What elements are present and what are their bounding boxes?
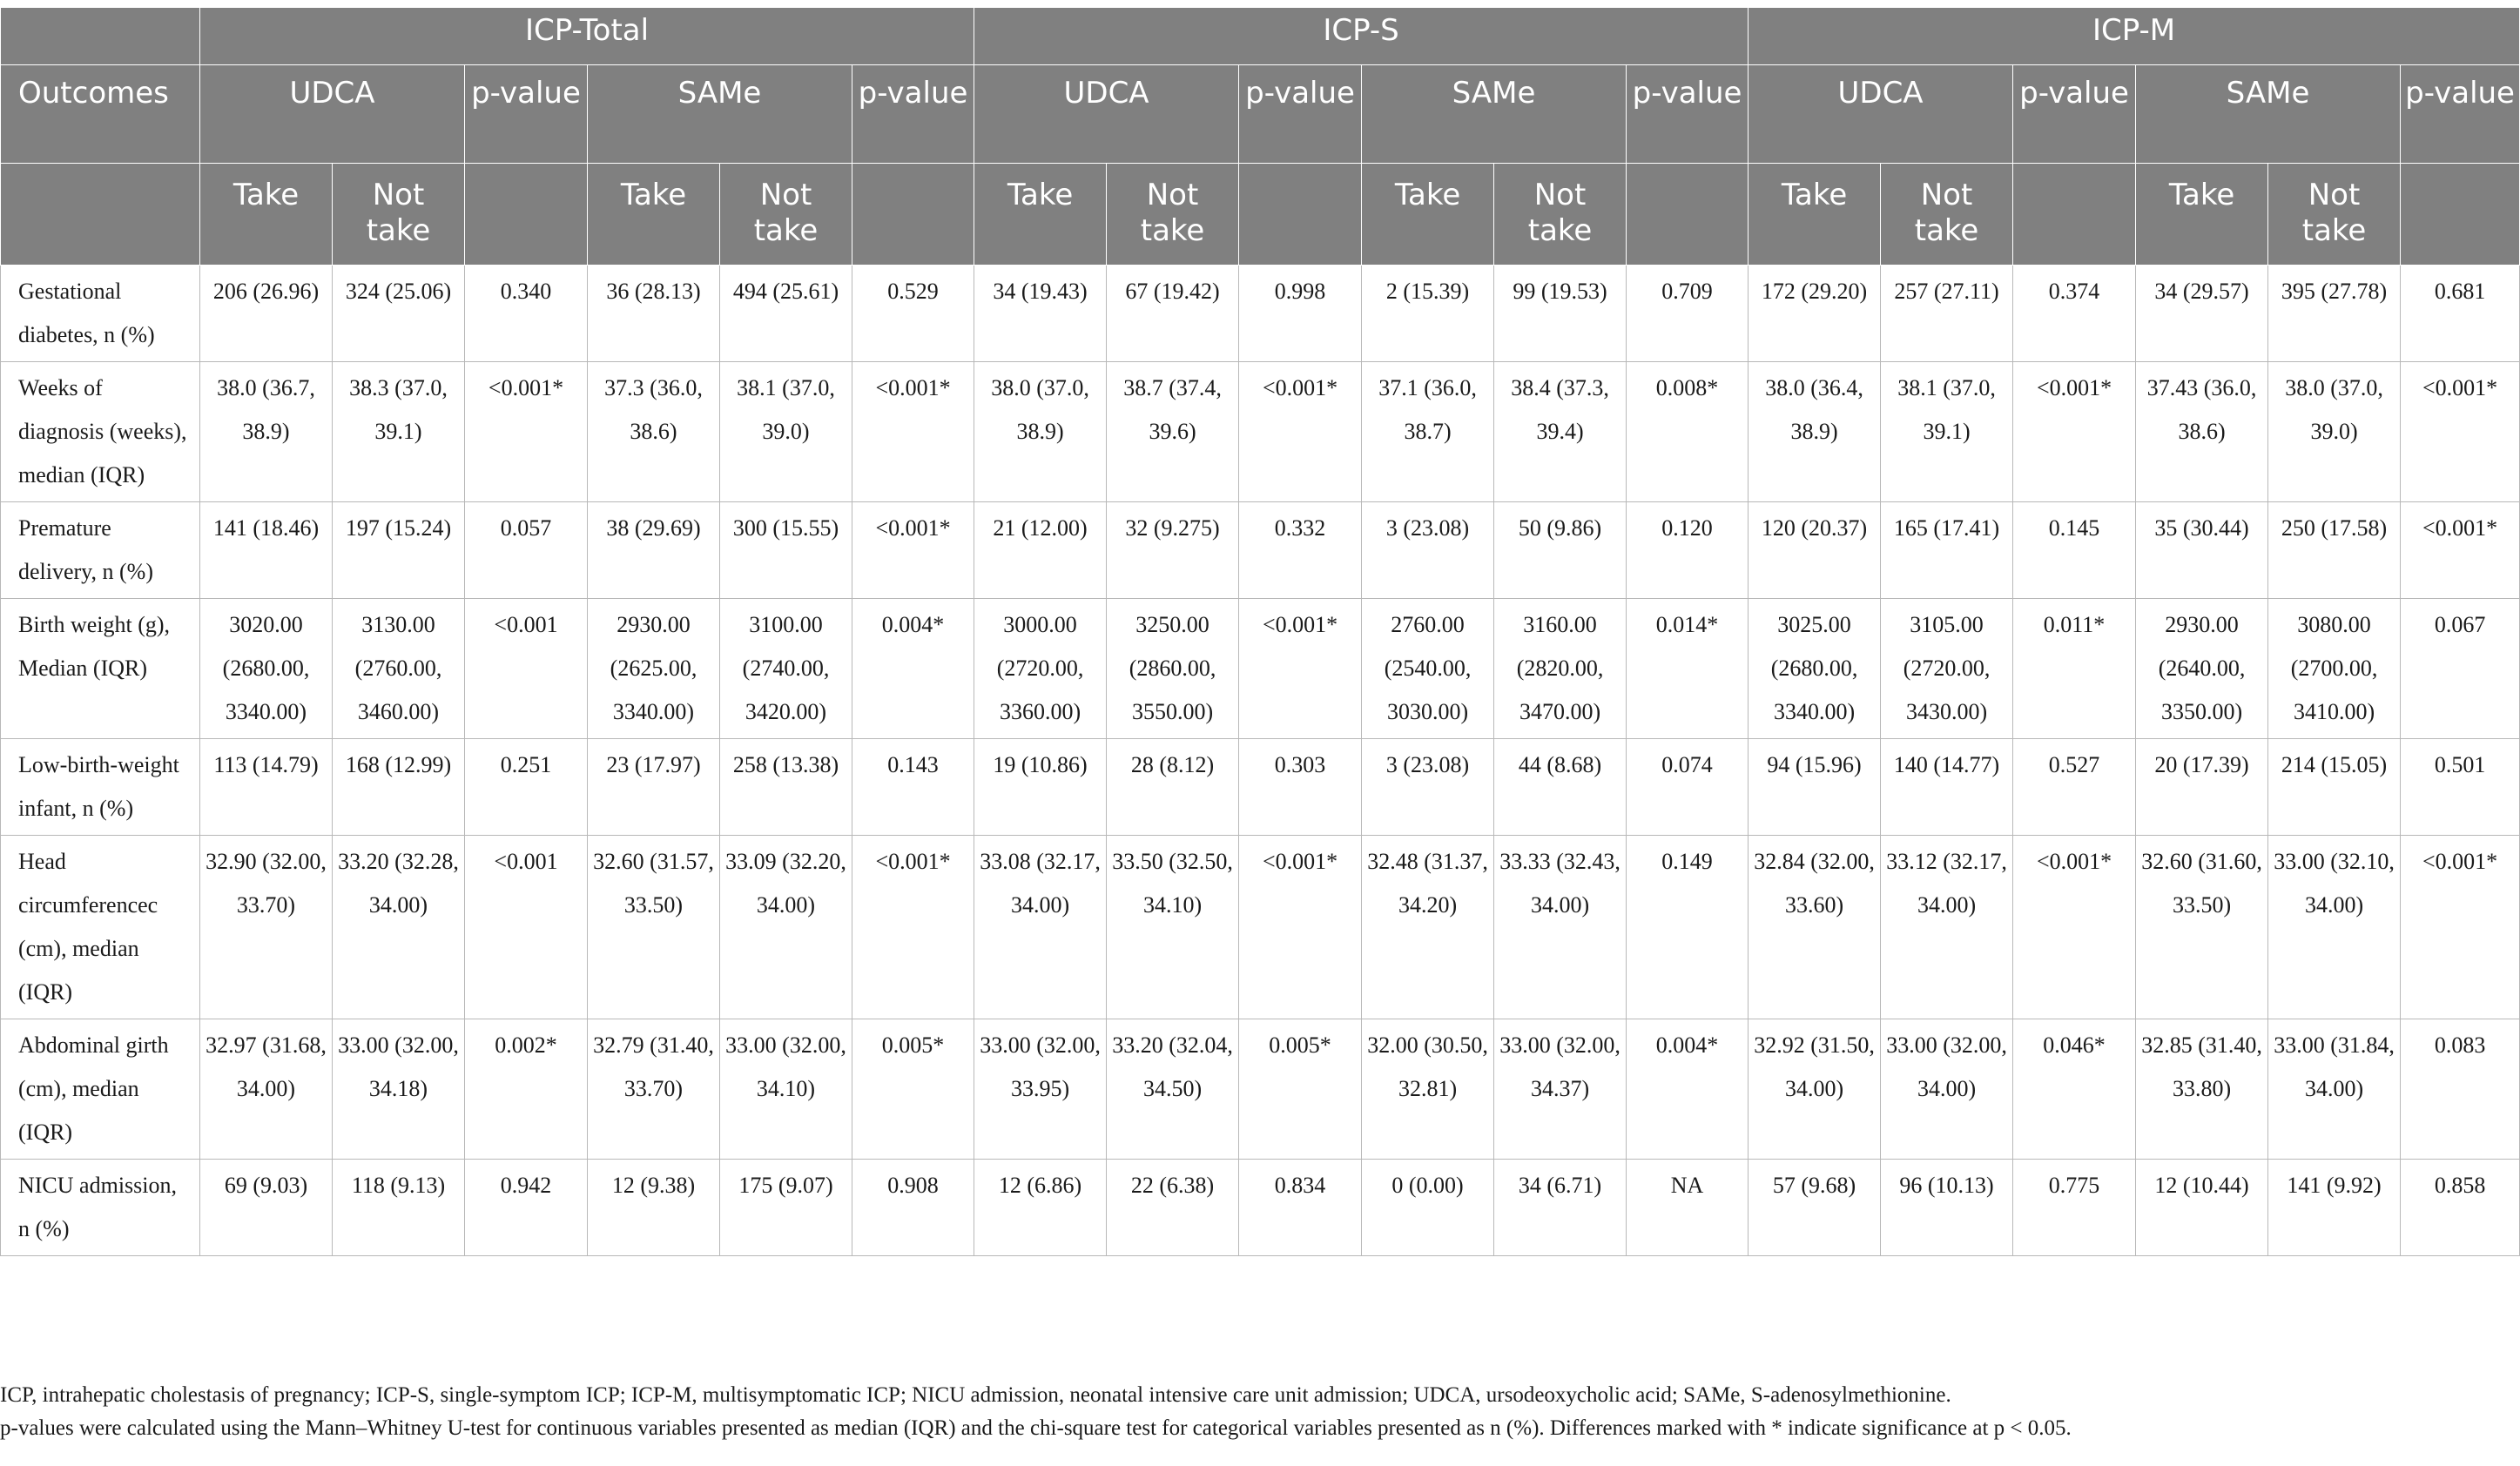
value-cell: 300 (15.55) [720, 502, 852, 599]
outcome-label: Abdominal girth (cm), median (IQR) [1, 1019, 200, 1160]
p-value-cell: 0.145 [2013, 502, 2136, 599]
p-value-cell: 0.709 [1627, 266, 1749, 362]
value-cell: 172 (29.20) [1749, 266, 1881, 362]
value-cell: 206 (26.96) [200, 266, 333, 362]
value-cell: 141 (9.92) [2268, 1160, 2401, 1256]
value-cell: 34 (6.71) [1494, 1160, 1627, 1256]
p-value-cell: NA [1627, 1160, 1749, 1256]
p-value-cell: 0.067 [2401, 599, 2520, 739]
outcomes-header: Outcomes [1, 65, 200, 164]
value-cell: 2930.00 (2625.00, 3340.00) [588, 599, 720, 739]
take-header: Take [588, 164, 720, 266]
header-blank [1, 164, 200, 266]
value-cell: 38.0 (37.0, 38.9) [974, 362, 1107, 502]
value-cell: 69 (9.03) [200, 1160, 333, 1256]
value-cell: 3025.00 (2680.00, 3340.00) [1749, 599, 1881, 739]
value-cell: 32.60 (31.60, 33.50) [2136, 836, 2268, 1019]
p-value-header: p-value [2401, 65, 2520, 164]
not-take-header: Not take [720, 164, 852, 266]
p-value-cell: 0.014* [1627, 599, 1749, 739]
value-cell: 21 (12.00) [974, 502, 1107, 599]
header-blank [1, 8, 200, 65]
value-cell: 34 (29.57) [2136, 266, 2268, 362]
value-cell: 250 (17.58) [2268, 502, 2401, 599]
value-cell: 32.84 (32.00, 33.60) [1749, 836, 1881, 1019]
value-cell: 494 (25.61) [720, 266, 852, 362]
table-row [1, 1160, 2520, 1256]
value-cell: 44 (8.68) [1494, 739, 1627, 836]
value-cell: 258 (13.38) [720, 739, 852, 836]
p-value-cell: 0.149 [1627, 836, 1749, 1019]
footnote-statistics: p-values were calculated using the Mann–Whitney U-test for continuous variables presented as median (IQR) and the chi-square test for categorical variables presented as n (%). Differences marked with * indicate significance at p < 0.05. [0, 1416, 2072, 1440]
p-value-cell: 0.002* [465, 1019, 588, 1160]
p-value-cell: 0.681 [2401, 266, 2520, 362]
p-value-cell: <0.001 [465, 599, 588, 739]
p-value-cell: 0.374 [2013, 266, 2136, 362]
value-cell: 3020.00 (2680.00, 3340.00) [200, 599, 333, 739]
value-cell: 3 (23.08) [1362, 502, 1494, 599]
value-cell: 168 (12.99) [333, 739, 465, 836]
outcome-label: Head circumferencec (cm), median (IQR) [1, 836, 200, 1019]
p-value-cell: 0.908 [852, 1160, 974, 1256]
p-value-cell: 0.074 [1627, 739, 1749, 836]
p-value-cell: 0.046* [2013, 1019, 2136, 1160]
table-footnotes [0, 1379, 2508, 1445]
value-cell: 32 (9.275) [1107, 502, 1239, 599]
p-value-cell: 0.340 [465, 266, 588, 362]
p-value-header: p-value [465, 65, 588, 164]
value-cell: 38.7 (37.4, 39.6) [1107, 362, 1239, 502]
take-header: Take [1749, 164, 1881, 266]
value-cell: 32.48 (31.37, 34.20) [1362, 836, 1494, 1019]
p-value-cell: 0.775 [2013, 1160, 2136, 1256]
p-value-cell: 0.834 [1239, 1160, 1362, 1256]
value-cell: 140 (14.77) [1881, 739, 2013, 836]
outcome-label: Low-birth-weight infant, n (%) [1, 739, 200, 836]
header-row-take [1, 164, 2520, 266]
p-value-header: p-value [1627, 65, 1749, 164]
table-row [1, 599, 2520, 739]
value-cell: 120 (20.37) [1749, 502, 1881, 599]
p-value-cell: 0.332 [1239, 502, 1362, 599]
value-cell: 36 (28.13) [588, 266, 720, 362]
outcome-label: Premature delivery, n (%) [1, 502, 200, 599]
p-value-cell: 0.303 [1239, 739, 1362, 836]
p-value-cell: 0.008* [1627, 362, 1749, 502]
value-cell: 0 (0.00) [1362, 1160, 1494, 1256]
value-cell: 33.00 (32.00, 34.10) [720, 1019, 852, 1160]
value-cell: 3100.00 (2740.00, 3420.00) [720, 599, 852, 739]
value-cell: 257 (27.11) [1881, 266, 2013, 362]
p-value-cell: 0.120 [1627, 502, 1749, 599]
p-value-cell: <0.001* [852, 502, 974, 599]
header-blank [1239, 164, 1362, 266]
value-cell: 3160.00 (2820.00, 3470.00) [1494, 599, 1627, 739]
value-cell: 113 (14.79) [200, 739, 333, 836]
p-value-cell: 0.083 [2401, 1019, 2520, 1160]
value-cell: 12 (9.38) [588, 1160, 720, 1256]
header-row-groups [1, 8, 2520, 65]
value-cell: 214 (15.05) [2268, 739, 2401, 836]
value-cell: 38.3 (37.0, 39.1) [333, 362, 465, 502]
value-cell: 32.79 (31.40, 33.70) [588, 1019, 720, 1160]
value-cell: 33.00 (32.10, 34.00) [2268, 836, 2401, 1019]
udca-header: UDCA [1749, 65, 2013, 164]
value-cell: 50 (9.86) [1494, 502, 1627, 599]
p-value-cell: 0.529 [852, 266, 974, 362]
take-header: Take [2136, 164, 2268, 266]
value-cell: 57 (9.68) [1749, 1160, 1881, 1256]
value-cell: 37.1 (36.0, 38.7) [1362, 362, 1494, 502]
value-cell: 34 (19.43) [974, 266, 1107, 362]
value-cell: 33.33 (32.43, 34.00) [1494, 836, 1627, 1019]
value-cell: 324 (25.06) [333, 266, 465, 362]
value-cell: 33.08 (32.17, 34.00) [974, 836, 1107, 1019]
p-value-cell: 0.004* [1627, 1019, 1749, 1160]
p-value-header: p-value [852, 65, 974, 164]
value-cell: 32.90 (32.00, 33.70) [200, 836, 333, 1019]
value-cell: 37.3 (36.0, 38.6) [588, 362, 720, 502]
value-cell: 3105.00 (2720.00, 3430.00) [1881, 599, 2013, 739]
footnote-abbreviations: ICP, intrahepatic cholestasis of pregnancy; ICP-S, single-symptom ICP; ICP-M, multisymptomatic ICP; NICU admission, neonatal intensive care unit admission; UDCA, ursodeoxycholic acid; SAMe, S-adenosylmethionine. [0, 1383, 1951, 1407]
value-cell: 38.4 (37.3, 39.4) [1494, 362, 1627, 502]
results-table [0, 7, 2520, 1256]
value-cell: 33.20 (32.04, 34.50) [1107, 1019, 1239, 1160]
value-cell: 12 (10.44) [2136, 1160, 2268, 1256]
p-value-cell: <0.001* [1239, 362, 1362, 502]
value-cell: 67 (19.42) [1107, 266, 1239, 362]
header-row-treatments [1, 65, 2520, 164]
same-header: SAMe [588, 65, 852, 164]
value-cell: 33.20 (32.28, 34.00) [333, 836, 465, 1019]
value-cell: 2930.00 (2640.00, 3350.00) [2136, 599, 2268, 739]
value-cell: 3130.00 (2760.00, 3460.00) [333, 599, 465, 739]
value-cell: 20 (17.39) [2136, 739, 2268, 836]
value-cell: 99 (19.53) [1494, 266, 1627, 362]
value-cell: 33.00 (31.84, 34.00) [2268, 1019, 2401, 1160]
p-value-cell: 0.004* [852, 599, 974, 739]
table-row [1, 502, 2520, 599]
value-cell: 197 (15.24) [333, 502, 465, 599]
p-value-header: p-value [2013, 65, 2136, 164]
value-cell: 38.0 (36.4, 38.9) [1749, 362, 1881, 502]
value-cell: 23 (17.97) [588, 739, 720, 836]
value-cell: 22 (6.38) [1107, 1160, 1239, 1256]
value-cell: 28 (8.12) [1107, 739, 1239, 836]
value-cell: 33.00 (32.00, 34.18) [333, 1019, 465, 1160]
p-value-cell: 0.501 [2401, 739, 2520, 836]
same-header: SAMe [1362, 65, 1627, 164]
table-row [1, 739, 2520, 836]
value-cell: 38 (29.69) [588, 502, 720, 599]
not-take-header: Not take [2268, 164, 2401, 266]
value-cell: 3000.00 (2720.00, 3360.00) [974, 599, 1107, 739]
value-cell: 33.00 (32.00, 34.00) [1881, 1019, 2013, 1160]
value-cell: 38.1 (37.0, 39.0) [720, 362, 852, 502]
value-cell: 32.85 (31.40, 33.80) [2136, 1019, 2268, 1160]
table-row [1, 362, 2520, 502]
take-header: Take [974, 164, 1107, 266]
table-row [1, 1019, 2520, 1160]
udca-header: UDCA [200, 65, 465, 164]
p-value-cell: 0.527 [2013, 739, 2136, 836]
value-cell: 33.00 (32.00, 34.37) [1494, 1019, 1627, 1160]
not-take-header: Not take [1494, 164, 1627, 266]
value-cell: 32.00 (30.50, 32.81) [1362, 1019, 1494, 1160]
p-value-cell: <0.001* [2401, 836, 2520, 1019]
table-row [1, 266, 2520, 362]
value-cell: 165 (17.41) [1881, 502, 2013, 599]
same-header: SAMe [2136, 65, 2401, 164]
header-blank [852, 164, 974, 266]
value-cell: 32.97 (31.68, 34.00) [200, 1019, 333, 1160]
group-header-icp-total: ICP-Total [200, 8, 974, 65]
p-value-cell: <0.001* [852, 362, 974, 502]
p-value-cell: 0.251 [465, 739, 588, 836]
value-cell: 141 (18.46) [200, 502, 333, 599]
p-value-cell: <0.001* [852, 836, 974, 1019]
outcome-label: Birth weight (g), Median (IQR) [1, 599, 200, 739]
p-value-cell: 0.057 [465, 502, 588, 599]
p-value-cell: <0.001* [2401, 362, 2520, 502]
group-header-icp-s: ICP-S [974, 8, 1749, 65]
p-value-cell: 0.143 [852, 739, 974, 836]
p-value-cell: 0.011* [2013, 599, 2136, 739]
value-cell: 35 (30.44) [2136, 502, 2268, 599]
p-value-cell: <0.001 [465, 836, 588, 1019]
header-blank [1627, 164, 1749, 266]
group-header-icp-m: ICP-M [1749, 8, 2520, 65]
outcome-label: Gestational diabetes, n (%) [1, 266, 200, 362]
value-cell: 96 (10.13) [1881, 1160, 2013, 1256]
p-value-cell: <0.001* [2013, 836, 2136, 1019]
outcome-label: NICU admission, n (%) [1, 1160, 200, 1256]
p-value-cell: <0.001* [465, 362, 588, 502]
p-value-cell: 0.005* [1239, 1019, 1362, 1160]
not-take-header: Not take [1107, 164, 1239, 266]
p-value-cell: <0.001* [1239, 599, 1362, 739]
value-cell: 2 (15.39) [1362, 266, 1494, 362]
outcome-label: Weeks of diagnosis (weeks), median (IQR) [1, 362, 200, 502]
value-cell: 3250.00 (2860.00, 3550.00) [1107, 599, 1239, 739]
value-cell: 38.0 (36.7, 38.9) [200, 362, 333, 502]
table-body [1, 266, 2520, 1256]
value-cell: 32.92 (31.50, 34.00) [1749, 1019, 1881, 1160]
value-cell: 38.0 (37.0, 39.0) [2268, 362, 2401, 502]
value-cell: 3 (23.08) [1362, 739, 1494, 836]
value-cell: 33.12 (32.17, 34.00) [1881, 836, 2013, 1019]
p-value-cell: 0.005* [852, 1019, 974, 1160]
table-row [1, 836, 2520, 1019]
p-value-cell: <0.001* [2401, 502, 2520, 599]
p-value-cell: 0.998 [1239, 266, 1362, 362]
value-cell: 33.09 (32.20, 34.00) [720, 836, 852, 1019]
value-cell: 33.00 (32.00, 33.95) [974, 1019, 1107, 1160]
value-cell: 12 (6.86) [974, 1160, 1107, 1256]
value-cell: 3080.00 (2700.00, 3410.00) [2268, 599, 2401, 739]
value-cell: 395 (27.78) [2268, 266, 2401, 362]
header-blank [2013, 164, 2136, 266]
value-cell: 118 (9.13) [333, 1160, 465, 1256]
value-cell: 19 (10.86) [974, 739, 1107, 836]
value-cell: 33.50 (32.50, 34.10) [1107, 836, 1239, 1019]
value-cell: 94 (15.96) [1749, 739, 1881, 836]
udca-header: UDCA [974, 65, 1239, 164]
p-value-cell: 0.858 [2401, 1160, 2520, 1256]
not-take-header: Not take [1881, 164, 2013, 266]
take-header: Take [200, 164, 333, 266]
p-value-header: p-value [1239, 65, 1362, 164]
take-header: Take [1362, 164, 1494, 266]
p-value-cell: <0.001* [2013, 362, 2136, 502]
header-blank [465, 164, 588, 266]
value-cell: 37.43 (36.0, 38.6) [2136, 362, 2268, 502]
p-value-cell: <0.001* [1239, 836, 1362, 1019]
value-cell: 32.60 (31.57, 33.50) [588, 836, 720, 1019]
not-take-header: Not take [333, 164, 465, 266]
value-cell: 2760.00 (2540.00, 3030.00) [1362, 599, 1494, 739]
value-cell: 38.1 (37.0, 39.1) [1881, 362, 2013, 502]
header-blank [2401, 164, 2520, 266]
p-value-cell: 0.942 [465, 1160, 588, 1256]
value-cell: 175 (9.07) [720, 1160, 852, 1256]
